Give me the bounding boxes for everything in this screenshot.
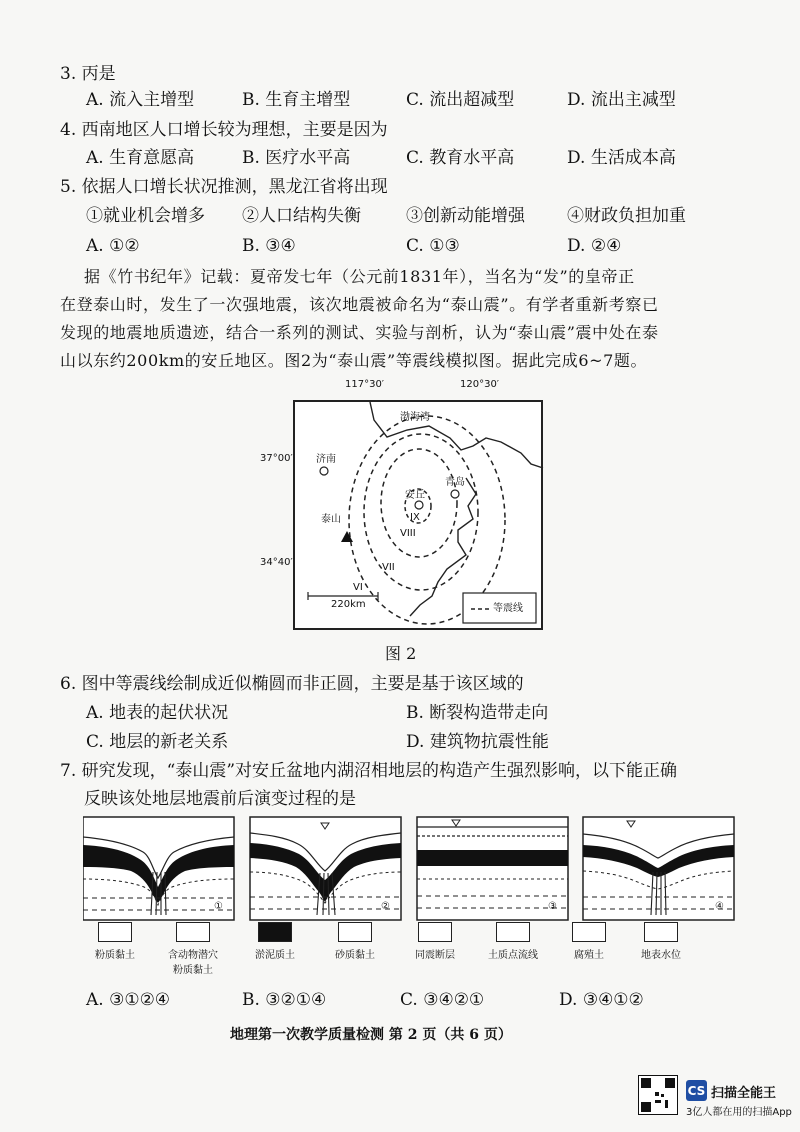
question-3-option-d: D. 流出主减型 — [567, 90, 676, 110]
question-7-option-d: D. ③④①② — [559, 990, 644, 1010]
question-5-option-a: A. ①② — [86, 236, 140, 256]
question-7-option-c: C. ③④②① — [400, 990, 485, 1010]
map-longitude-left: 117°30′ — [345, 379, 385, 390]
legend-item-muddy-soil: 淤泥质土 — [243, 922, 307, 961]
map-legend-label: 等震线 — [493, 603, 523, 614]
question-7-option-b: B. ③②①④ — [242, 990, 327, 1010]
question-6-option-b: B. 断裂构造带走向 — [406, 703, 549, 723]
map-label-anqiu: 安丘 — [405, 490, 425, 501]
question-5-statement-3: ③创新动能增强 — [406, 206, 525, 226]
map-label-qingdao: 青岛 — [445, 477, 465, 488]
panel-1 — [83, 817, 234, 920]
map-frame — [293, 400, 543, 630]
legend-item-flow-lines: 土质点流线 — [481, 922, 545, 961]
question-4-stem: 4. 西南地区人口增长较为理想，主要是因为 — [60, 120, 388, 140]
question-5-statement-4: ④财政负担加重 — [567, 206, 686, 226]
question-7-option-a: A. ③①②④ — [86, 990, 171, 1010]
legend-swatch-burrow-clay — [176, 922, 210, 942]
legend-swatch-water-table — [644, 922, 678, 942]
question-4-option-a: A. 生育意愿高 — [86, 148, 195, 168]
map-label-vi: VI — [353, 582, 363, 593]
figure-caption: 图 2 — [385, 644, 417, 663]
question-5-stem: 5. 依据人口增长状况推测，黑龙江省将出现 — [60, 177, 388, 197]
passage-line-2: 在登泰山时，发生了一次强地震，该次地震被命名为“泰山震”。有学者重新考察已 — [60, 295, 659, 314]
page-footer: 地理第一次教学质量检测 第 2 页（共 6 页） — [230, 1027, 512, 1043]
panel-3-label: ③ — [548, 901, 557, 912]
map-latitude-top: 37°00′ — [260, 453, 293, 464]
jinan-marker — [320, 467, 328, 475]
coastline-north — [370, 402, 543, 468]
legend-swatch-muddy-soil — [258, 922, 292, 942]
legend-item-humus-soil: 腐殖土 — [557, 922, 621, 961]
passage-line-4: 山以东约200km的安丘地区。图2为“泰山震”等震线模拟图。据此完成6~7题。 — [60, 351, 648, 370]
panel-3 — [417, 817, 568, 920]
seismic-map — [260, 379, 543, 630]
map-label-ix: IX — [410, 512, 420, 523]
camscanner-subtitle: 3亿人都在用的扫描App — [686, 1107, 792, 1118]
camscanner-logo: CS — [686, 1080, 707, 1101]
camscanner-name: 扫描全能王 — [711, 1086, 777, 1101]
question-6-option-a: A. 地表的起伏状况 — [86, 703, 229, 723]
question-5-option-d: D. ②④ — [567, 236, 622, 256]
passage-line-3: 发现的地震地质遗迹，结合一系列的测试、实验与剖析，认为“泰山震”震中处在泰 — [60, 323, 659, 342]
panel-1-label: ① — [214, 901, 223, 912]
question-3-stem: 3. 丙是 — [60, 64, 116, 84]
map-latitude-bottom: 34°40′ — [260, 557, 293, 568]
anqiu-marker — [415, 501, 423, 509]
panel-2-label: ② — [381, 901, 390, 912]
question-5-option-c: C. ①③ — [406, 236, 460, 256]
map-label-taishan: 泰山 — [321, 514, 341, 525]
legend-item-coseismic-fault: 同震断层 — [403, 922, 467, 961]
question-4-option-c: C. 教育水平高 — [406, 148, 515, 168]
qingdao-marker — [451, 490, 459, 498]
map-label-viii: VIII — [400, 528, 416, 539]
question-3-option-a: A. 流入主增型 — [86, 90, 195, 110]
legend-swatch-sandy-clay — [338, 922, 372, 942]
question-6-option-d: D. 建筑物抗震性能 — [406, 732, 549, 752]
strata-legend — [83, 922, 693, 982]
question-5-option-b: B. ③④ — [242, 236, 296, 256]
legend-swatch-flow-lines — [496, 922, 530, 942]
panel-2 — [250, 817, 401, 920]
strata-diagrams-svg — [83, 815, 739, 925]
legend-item-burrow-clay: 含动物潜穴 粉质黏土 — [160, 922, 226, 976]
question-4-option-d: D. 生活成本高 — [567, 148, 676, 168]
question-7-stem-line-1: 7. 研究发现，“泰山震”对安丘盆地内湖沼相地层的构造产生强烈影响，以下能正确 — [60, 761, 678, 781]
question-3-option-b: B. 生育主增型 — [242, 90, 351, 110]
legend-item-water-table: 地表水位 — [629, 922, 693, 961]
legend-swatch-silty-clay — [98, 922, 132, 942]
strata-diagrams — [83, 815, 739, 935]
map-longitude-right: 120°30′ — [460, 379, 500, 390]
legend-item-silty-clay: 粉质黏土 — [83, 922, 147, 961]
question-7-stem-line-2: 反映该处地层地震前后演变过程的是 — [84, 789, 356, 809]
panel-4-label: ④ — [715, 901, 724, 912]
question-5-statement-1: ①就业机会增多 — [86, 206, 205, 226]
map-label-vii: VII — [382, 562, 395, 573]
qr-code-icon — [638, 1075, 678, 1115]
legend-item-sandy-clay: 砂质黏土 — [323, 922, 387, 961]
map-label-sea: 渤海湾 — [400, 412, 430, 423]
question-5-statement-2: ②人口结构失衡 — [242, 206, 361, 226]
panel-4 — [583, 817, 734, 920]
passage-line-1: 据《竹书纪年》记载：夏帝发七年（公元前1831年），当名为“发”的皇帝正 — [84, 267, 635, 286]
question-6-stem: 6. 图中等震线绘制成近似椭圆而非正圆，主要是基于该区域的 — [60, 674, 524, 694]
legend-swatch-coseismic-fault — [418, 922, 452, 942]
map-scale-label: 220km — [331, 599, 366, 610]
legend-swatch-humus-soil — [572, 922, 606, 942]
question-6-option-c: C. 地层的新老关系 — [86, 732, 229, 752]
map-label-jinan: 济南 — [316, 454, 336, 465]
question-3-option-c: C. 流出超减型 — [406, 90, 515, 110]
question-4-option-b: B. 医疗水平高 — [242, 148, 351, 168]
mountain-icon — [341, 531, 353, 542]
